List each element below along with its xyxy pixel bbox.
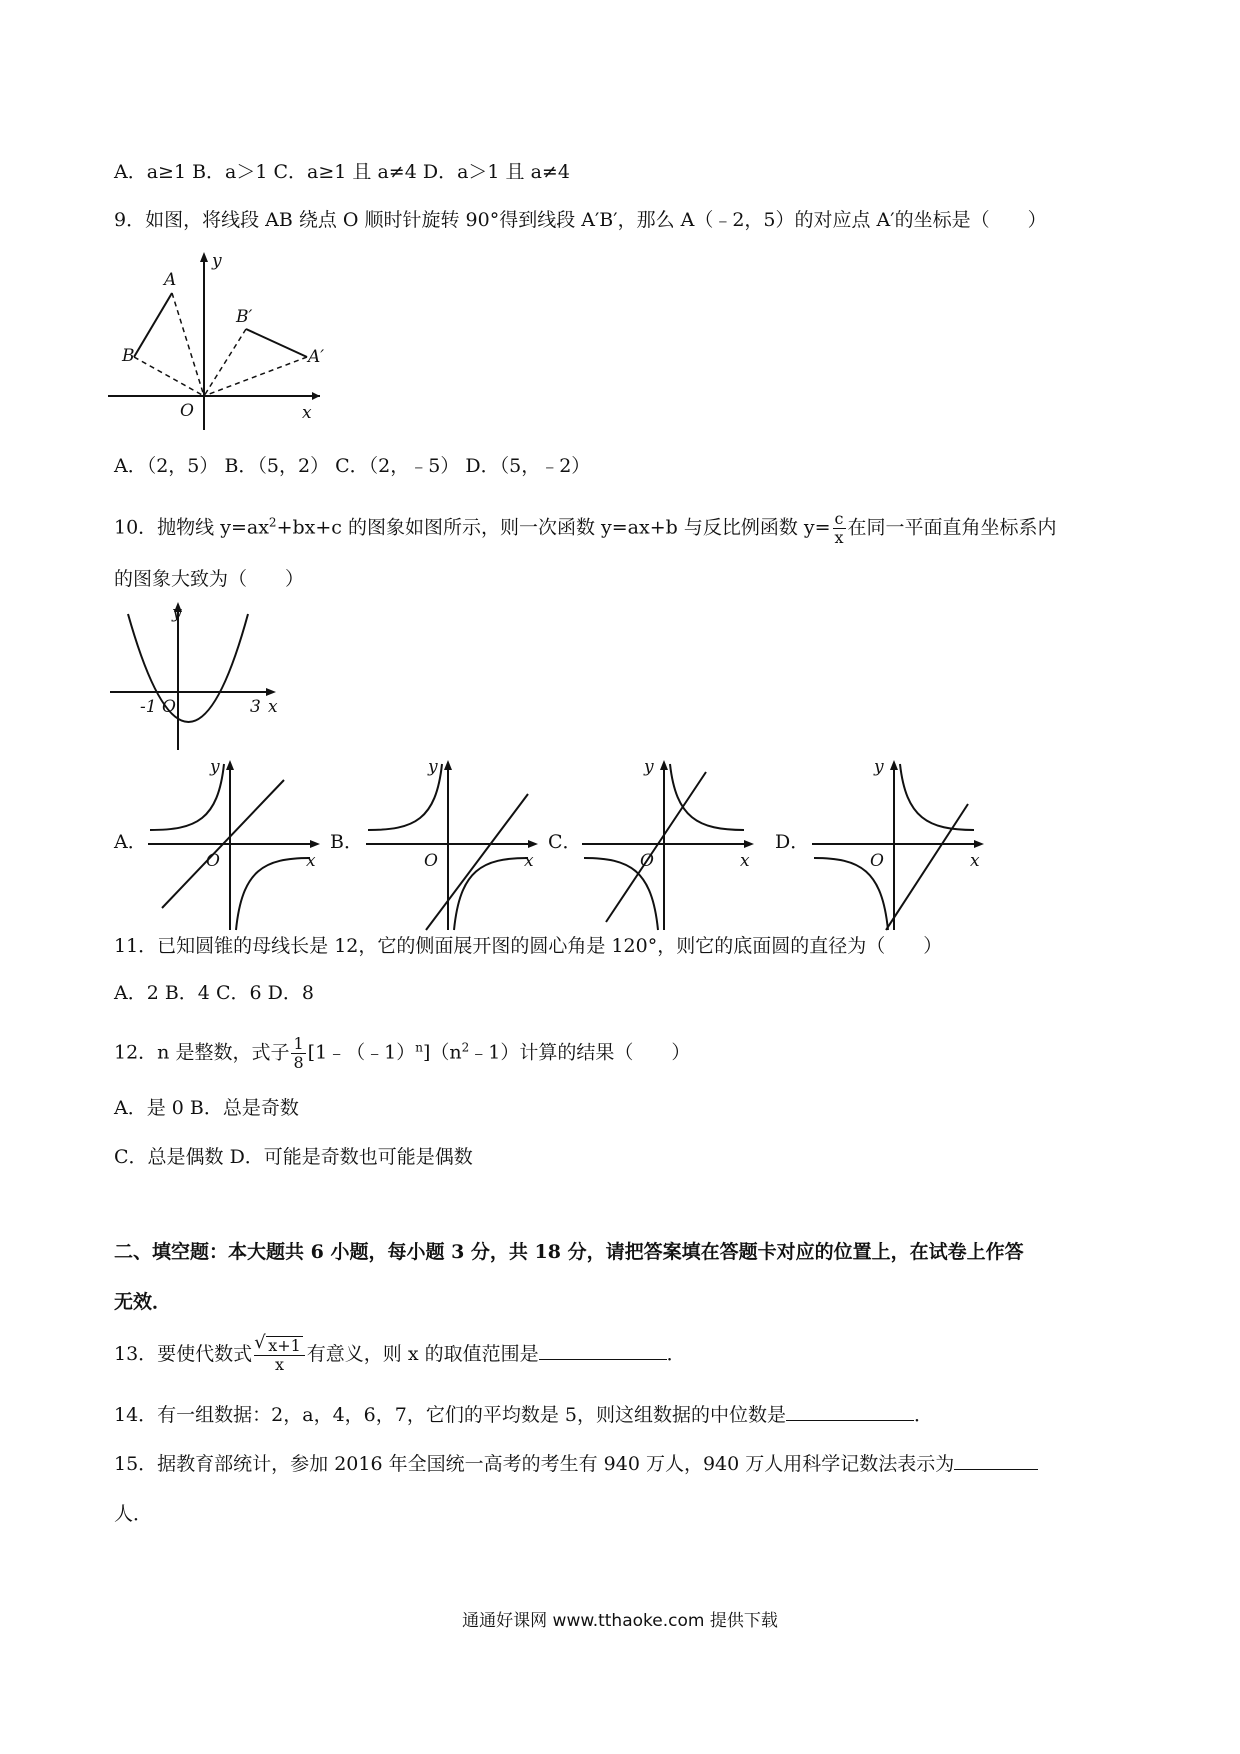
q10-parabola-figure [110,600,280,760]
q13-fraction: √ $\frac{x+1}{x}$ [254,1336,305,1374]
q10-fraction: $\frac{c}{x}$ [834,509,844,547]
q9-options: A．（2，5） B．（5，2） C．（2，﹣5） D．（5，﹣2） [114,455,591,477]
q12-stem: 12．n 是整数，式子 $\frac{1}{8}$ $[1﹣(﹣1)^n](n^2﹣1)$计算的结果（ ） [114,1034,691,1072]
graph-b-y: y [428,758,438,777]
graph-b-O: O [424,851,438,871]
q10-option-b-label: B． [330,831,363,853]
graph-c-y: y [644,758,654,777]
q10-option-c-label: C． [548,831,582,853]
q15: 15．据教育部统计，参加 2016 年全国统一高考的考生有 940 万人，940 万人用科学记数法表示为 [114,1451,1038,1476]
q10-graph-d [812,758,992,933]
q11-stem: 11．已知圆锥的母线长是 12，它的侧面展开图的圆心角是 120°，则它的底面圆的直径为（ ） [114,935,943,957]
parabola-x-label: x [268,697,278,717]
label-B: B [122,346,135,366]
page-footer: 通通好课网 www.tthaoke.com 提供下载 [462,1611,778,1631]
q12-options-line2: C．总是偶数 D．可能是奇数也可能是偶数 [114,1146,473,1168]
q14: 14．有一组数据：2，a，4，6，7，它们的平均数是 5，则这组数据的中位数是 ． [114,1404,934,1426]
graph-c-x: x [740,851,750,871]
q12-options-line1: A．是 0 B．总是奇数 [114,1097,299,1119]
graph-a-O: O [206,851,220,871]
section2-heading-line2: 无效． [114,1291,172,1313]
q9-figure [108,250,328,430]
parabola-neg1-label: -1 [140,697,157,717]
graph-d-y: y [874,758,884,777]
q13-answer-blank[interactable] [539,1341,667,1360]
q10-graph-c [582,758,762,933]
graph-d-O: O [870,851,884,871]
parabola-O-label: O [162,697,176,717]
label-B-prime: B′ [236,307,253,327]
q10-graph-b [366,758,546,933]
q11-options: A．2 B．4 C．6 D．8 [114,982,314,1004]
graph-b-x: x [524,851,534,871]
q10-stem-line2: 的图象大致为（ ） [114,568,305,590]
q10-option-a-label: A． [114,831,147,853]
q13: 13．要使代数式 √ $\frac{x+1}{x}$ 有意义，则 x 的取值范围是 ． [114,1336,686,1374]
q9-stem: 9．如图，将线段 AB 绕点 O 顺时针旋转 90°得到线段 A′B′，那么 A（﹣2，5）的对应点 A′的坐标是（ ） [114,209,1047,231]
label-O: O [180,401,194,421]
parabola-y-label: y [172,603,182,623]
section2-heading-line1: 二、填空题：本大题共 6 小题，每小题 3 分，共 18 分，请把答案填在答题卡对应的位置上，在试卷上作答 [114,1241,1024,1263]
q10-option-d-label: D． [775,831,810,853]
q15-line2: 人． [114,1503,153,1525]
q10-stem: 10．抛物线 $y=ax^2+bx+c$ 的图象如图所示，则一次函数 y=ax+b 与反比例函数 y= $\frac{c}{x}$ 在同一平面直角坐标系内 [114,509,1057,547]
q14-answer-blank[interactable] [786,1402,914,1421]
graph-a-x: x [306,851,316,871]
q10-graph-a [148,758,328,933]
graph-d-x: x [970,851,980,871]
label-A-prime: A′ [308,347,325,367]
label-x: x [302,403,312,423]
q8-options: A．a≥1 B．a＞1 C．a≥1 且 a≠4 D．a＞1 且 a≠4 [114,161,570,183]
q12-fraction: $\frac{1}{8}$ [293,1034,304,1072]
graph-c-O: O [640,851,654,871]
graph-a-y: y [210,758,220,777]
label-y: y [212,251,222,271]
q15-answer-blank[interactable] [954,1451,1038,1470]
parabola-3-label: 3 [250,697,261,717]
label-A: A [164,270,177,290]
